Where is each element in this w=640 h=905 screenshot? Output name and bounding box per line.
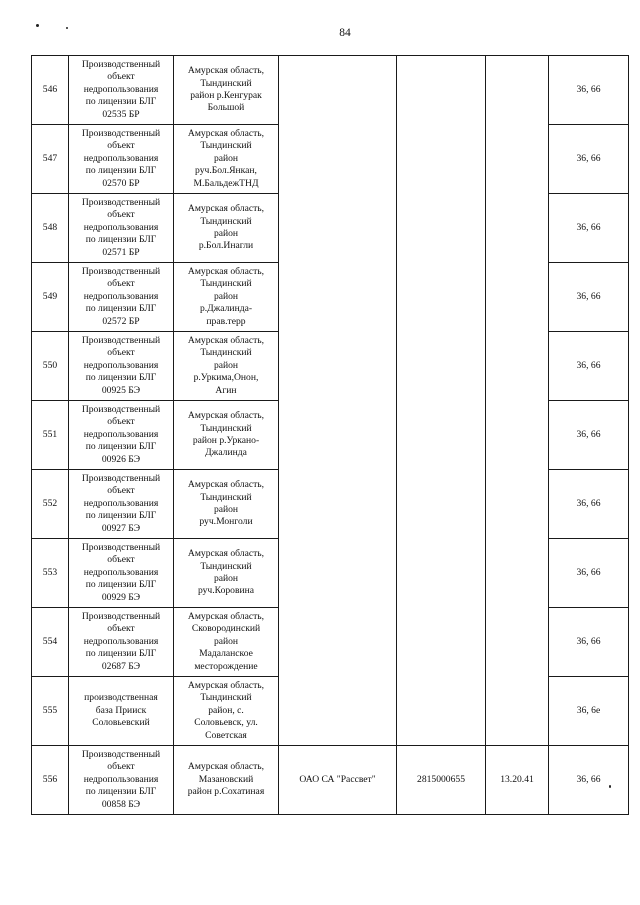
object-name: производственная база Прииск Соловьевский (69, 677, 174, 746)
scan-speck (36, 24, 39, 27)
object-location: Амурская область, Сковородинский район Мадаланское месторождение (174, 608, 279, 677)
object-location: Амурская область, Мазановский район р.Сохатиная (174, 746, 279, 815)
class-code: 36, 66 (549, 401, 629, 470)
class-code: 36, 66 (549, 194, 629, 263)
object-location: Амурская область, Тындинский район, с. Соловьевск, ул. Советская (174, 677, 279, 746)
class-code: 36, 66 (549, 332, 629, 401)
object-name: Производственный объект недропользования по лицензии БЛГ 02535 БР (69, 56, 174, 125)
class-code: 36, 66 (549, 746, 629, 815)
class-code: 36, 66 (549, 125, 629, 194)
object-location: Амурская область, Тындинский район р.Кенгурак Большой (174, 56, 279, 125)
row-number: 552 (32, 470, 69, 539)
class-code: 36, 66 (549, 56, 629, 125)
table-row (32, 56, 629, 125)
okved-code: 13.20.41 (486, 746, 549, 815)
object-name: Производственный объект недропользования по лицензии БЛГ 00926 БЭ (69, 401, 174, 470)
row-number: 553 (32, 539, 69, 608)
object-location: Амурская область, Тындинский район р.Бол.Инагли (174, 194, 279, 263)
object-location: Амурская область, Тындинский район руч.Коровина (174, 539, 279, 608)
row-number: 556 (32, 746, 69, 815)
inn-cell-merged (397, 56, 486, 746)
row-number: 550 (32, 332, 69, 401)
object-location: Амурская область, Тындинский район р.Уркима,Онон, Агин (174, 332, 279, 401)
page-number: 84 (339, 27, 351, 39)
organization-name: ОАО СА "Рассвет" (279, 746, 397, 815)
organization-cell-merged (279, 56, 397, 746)
object-name: Производственный объект недропользования по лицензии БЛГ 02570 БР (69, 125, 174, 194)
row-number: 554 (32, 608, 69, 677)
inn-value: 2815000655 (397, 746, 486, 815)
object-name: Производственный объект недропользования по лицензии БЛГ 02687 БЭ (69, 608, 174, 677)
registry-table (31, 55, 629, 815)
class-code: 36, 66 (549, 263, 629, 332)
row-number: 549 (32, 263, 69, 332)
object-name: Производственный объект недропользования по лицензии БЛГ 00927 БЭ (69, 470, 174, 539)
class-code: 36, 66 (549, 539, 629, 608)
class-code: 36, 66 (549, 470, 629, 539)
class-code: 36, 66 (549, 608, 629, 677)
object-location: Амурская область, Тындинский район р.Уркано- Джалинда (174, 401, 279, 470)
object-name: Производственный объект недропользования по лицензии БЛГ 00858 БЭ (69, 746, 174, 815)
row-number: 546 (32, 56, 69, 125)
scan-speck (66, 27, 68, 29)
object-location: Амурская область, Тындинский район р.Джалинда- прав.терр (174, 263, 279, 332)
row-number: 547 (32, 125, 69, 194)
class-code: 36, 6е (549, 677, 629, 746)
object-name: Производственный объект недропользования по лицензии БЛГ 00929 БЭ (69, 539, 174, 608)
okved-cell-merged (486, 56, 549, 746)
row-number: 551 (32, 401, 69, 470)
object-name: Производственный объект недропользования по лицензии БЛГ 02571 БР (69, 194, 174, 263)
table-row (32, 746, 629, 815)
row-number: 555 (32, 677, 69, 746)
object-location: Амурская область, Тындинский район руч.Монголи (174, 470, 279, 539)
row-number: 548 (32, 194, 69, 263)
object-name: Производственный объект недропользования по лицензии БЛГ 00925 БЭ (69, 332, 174, 401)
object-location: Амурская область, Тындинский район руч.Бол.Янкан, М.БальдежТНД (174, 125, 279, 194)
object-name: Производственный объект недропользования по лицензии БЛГ 02572 БР (69, 263, 174, 332)
